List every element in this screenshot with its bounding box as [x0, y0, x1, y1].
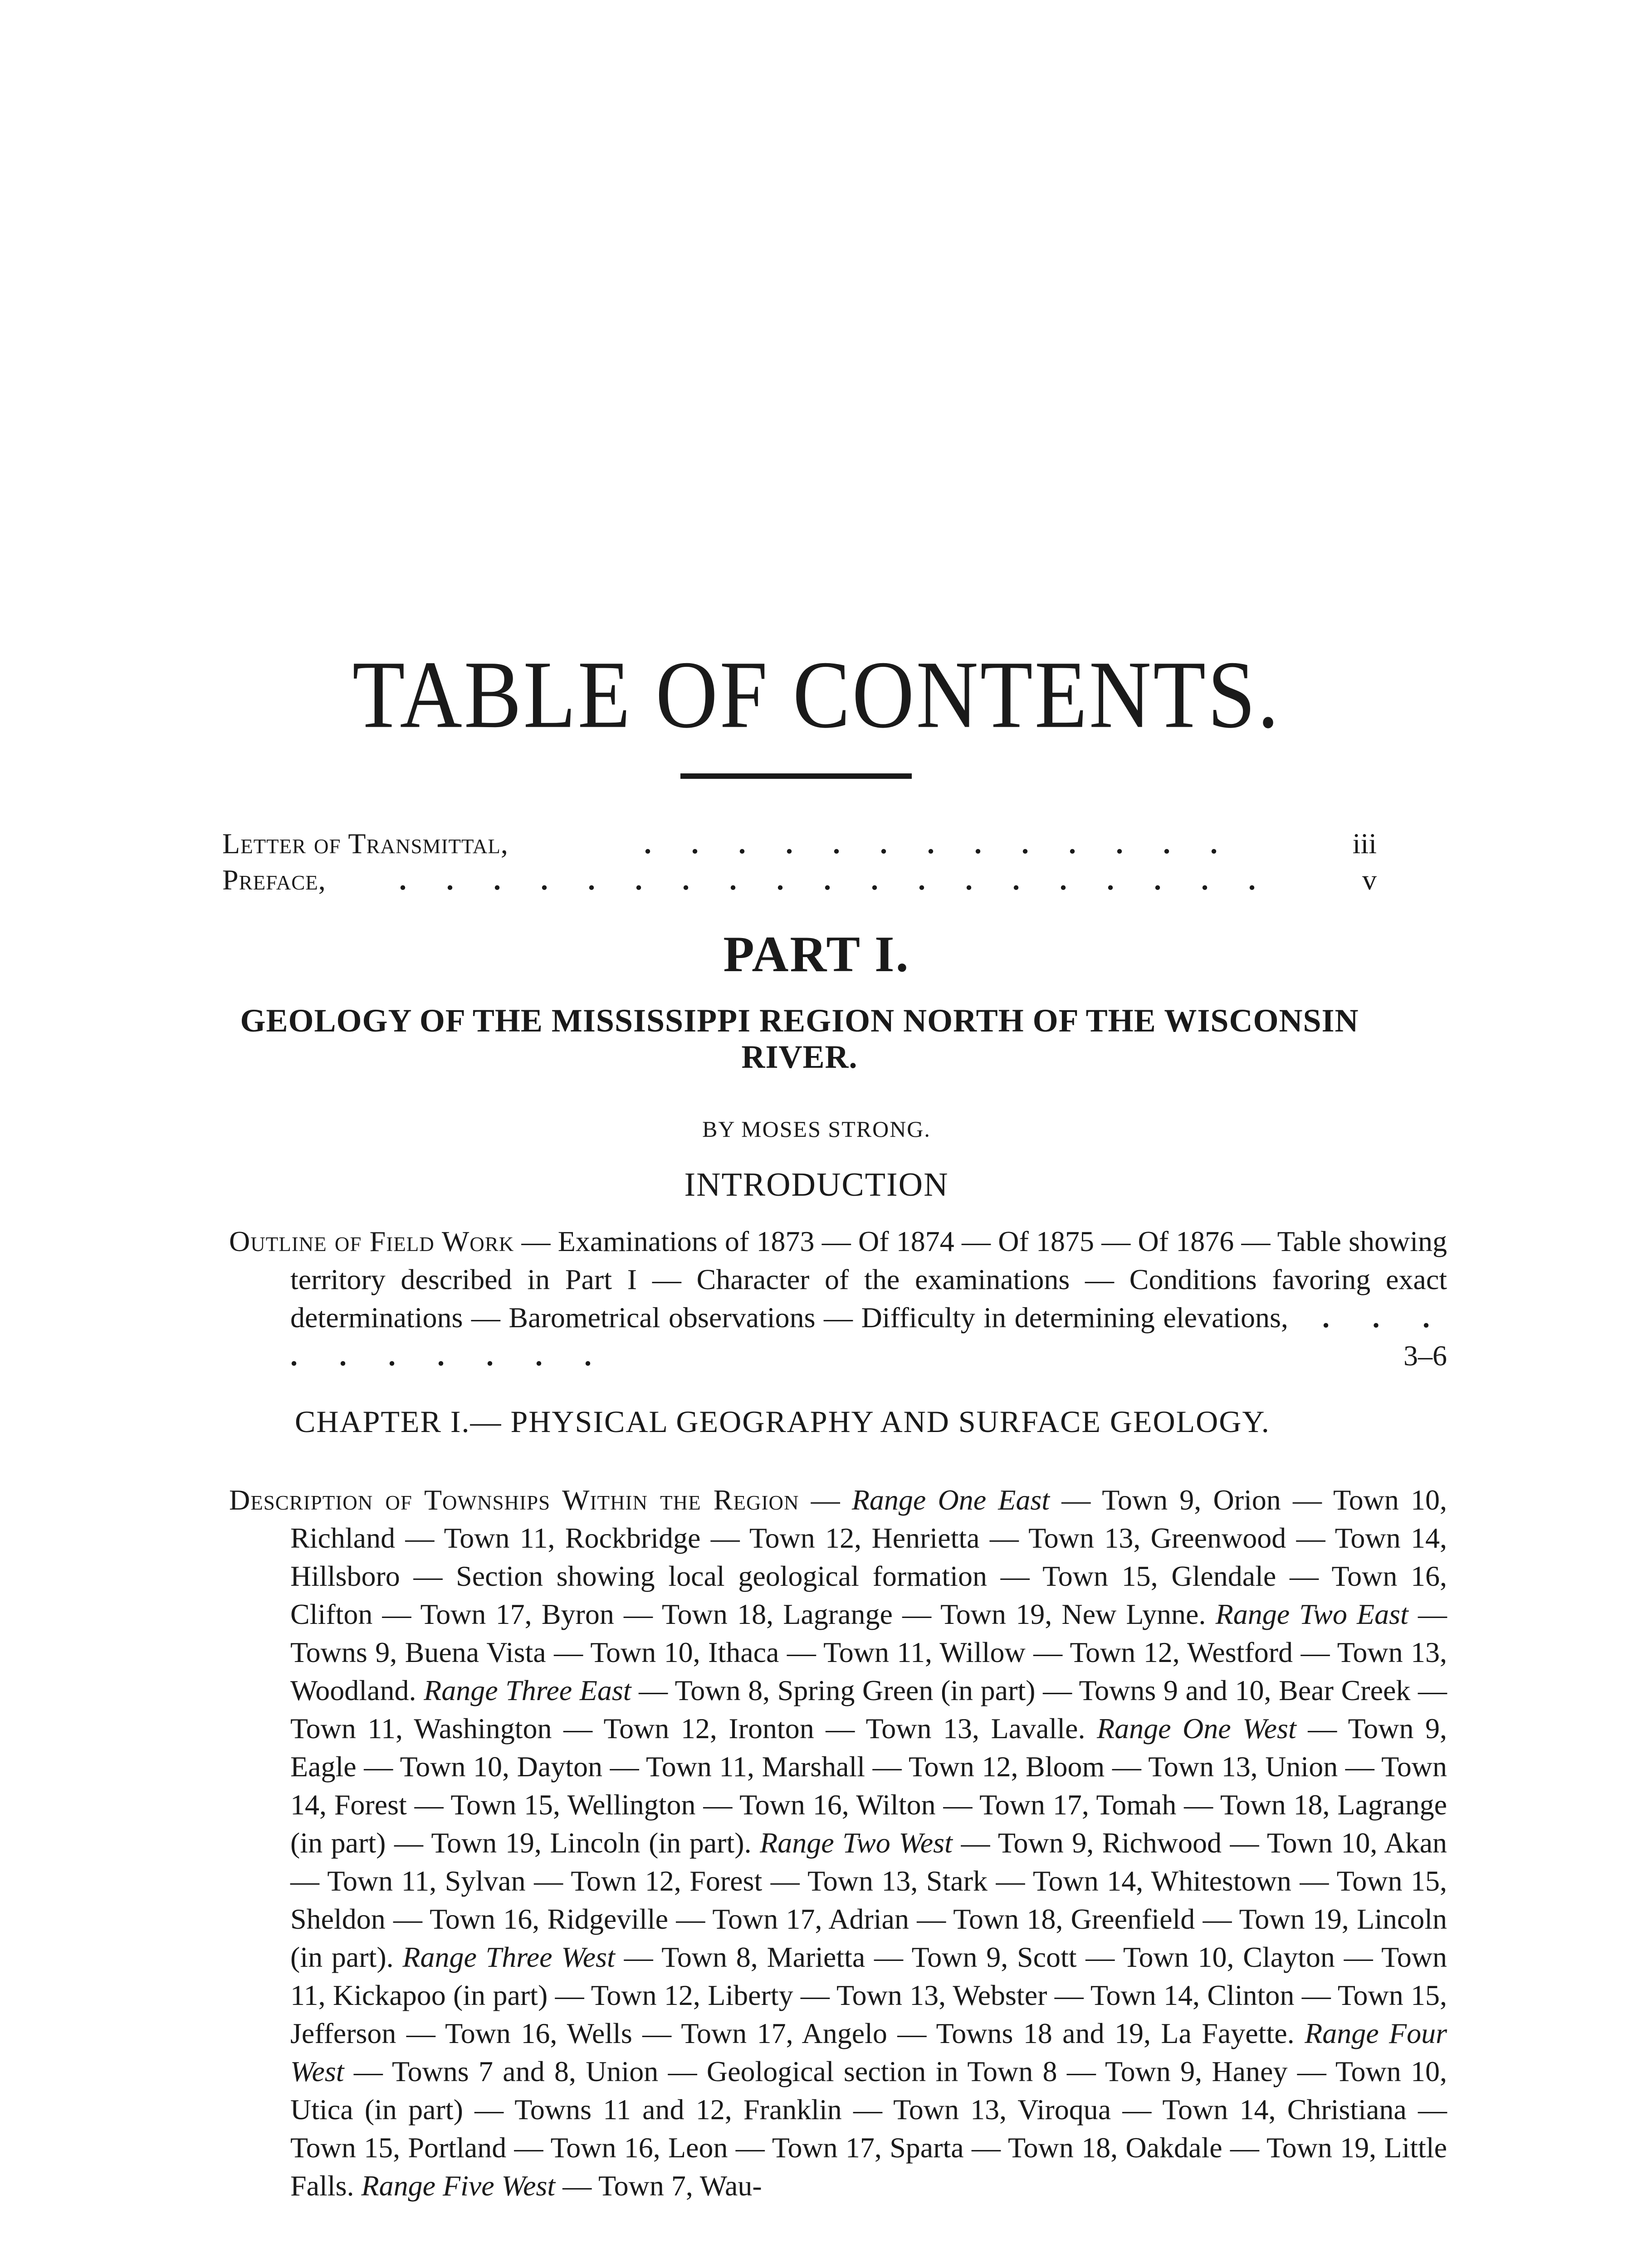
toc-entry-label: Letter of Transmittal, [222, 827, 508, 860]
toc-entry-letter-of-transmittal [222, 826, 1377, 862]
entry-text-segment: — Towns 9, Buena Vista — Town 10, Ithaca — Town 11, Willow — Town 12, Westford — Town 13, Woodland. [290, 1598, 1447, 1706]
author-byline: BY MOSES STRONG. [702, 1116, 931, 1142]
toc-entry-description-of-townships [229, 1481, 1447, 2205]
dot-leader: . . . . . . . . . . . . . . . . . . . [399, 864, 1272, 896]
toc-entry-label: Preface, [222, 864, 326, 896]
introduction-heading: INTRODUCTION [684, 1166, 949, 1203]
chapter-heading: CHAPTER I.— PHYSICAL GEOGRAPHY AND SURFACE GEOLOGY. [295, 1404, 1270, 1439]
range-name: Range Five West [361, 2170, 556, 2202]
entry-page: 3–6 [1403, 1339, 1447, 1372]
entry-text-segment: — Town 7, Wau- [555, 2170, 762, 2202]
range-name: Range Two East [1215, 1598, 1408, 1630]
entry-text [290, 1484, 1447, 2202]
page-title: TABLE OF CONTENTS. [352, 641, 1281, 748]
range-name: Range One East [851, 1484, 1050, 1516]
range-name: Range Four West [290, 2017, 1447, 2087]
toc-entry-page: v [1362, 864, 1377, 896]
dot-leader: . . . . . . . . . . . . . [644, 827, 1234, 860]
entry-text-segment: — Town 9, Richwood — Town 10, Akan — Town 11, Sylvan — Town 12, Forest — Town 13, Stark — Town 14, Whitestown — Town 15, Sheldon — Town 16, Ridgeville — Town 17, Adrian — Town 18, Greenfield — Town 19, Lincoln (in part). [290, 1827, 1447, 1973]
entry-text-segment: — Town 9, Eagle — Town 10, Dayton — Town 11, Marshall — Town 12, Bloom — Town 13, Union — Town 14, Forest — Town 15, Wellington — Town 16, Wilton — Town 17, Tomah — Town 18, Lagrange (in part) — Town 19, Lincoln (in part). [290, 1712, 1447, 1859]
entry-label: Description of Townships Within the Region [229, 1484, 799, 1516]
entry-text-segment: — Town 9, Orion — Town 10, Richland — Town 11, Rockbridge — Town 12, Henrietta — Town 13, Greenwood — Town 14, Hillsboro — Section showing local geological formation — Town 15, Glendale — Town 16, Clifton — Town 17, Byron — Town 18, Lagrange — Town 19, New Lynne. [290, 1484, 1447, 1630]
part-heading: PART I. [723, 926, 910, 982]
entry-label: Outline of Field Work [229, 1225, 514, 1257]
range-name: Range Three East [424, 1674, 631, 1706]
entry-label-dash: — [799, 1484, 852, 1516]
toc-entry-preface [222, 862, 1377, 898]
entry-text-segment: — Town 8, Marietta — Town 9, Scott — Town 10, Clayton — Town 11, Kickapoo (in part) — Town 12, Liberty — Town 13, Webster — Town 14, Clinton — Town 15, Jefferson — Town 16, Wells — Town 17, Angelo — Towns 18 and 19, La Fayette. [290, 1941, 1447, 2049]
part-subtitle: GEOLOGY OF THE MISSISSIPPI REGION NORTH OF THE WISCONSIN RIVER. [240, 1002, 1359, 1075]
entry-text-segment: — Towns 7 and 8, Union — Geological section in Town 8 — Town 9, Haney — Town 10, Utica (in part) — Towns 11 and 12, Franklin — Town 13, Viroqua — Town 14, Christiana — Town 15, Portland — Town 16, Leon — Town 17, Sparta — Town 18, Oakdale — Town 19, Little Falls. [290, 2055, 1447, 2202]
dot-leader: . . . . . . . . . . [290, 1301, 1447, 1372]
range-name: Range One West [1097, 1712, 1296, 1745]
entry-text-segment: — Town 8, Spring Green (in part) — Towns 9 and 10, Bear Creek — Town 11, Washington — Town 12, Ironton — Town 13, Lavalle. [290, 1674, 1447, 1745]
toc-entry-page: iii [1352, 827, 1377, 860]
range-name: Range Three West [402, 1941, 615, 1973]
entry-text: — Examinations of 1873 — Of 1874 — Of 1875 — Of 1876 — Table showing territory described in Part I — Character of the examinations — Conditions favoring exact determinations — Barometrical observations — Difficulty in determining elevations, [290, 1225, 1447, 1334]
toc-entry-outline-of-field-work [229, 1222, 1447, 1375]
range-name: Range Two West [760, 1827, 953, 1859]
title-rule [680, 773, 912, 779]
